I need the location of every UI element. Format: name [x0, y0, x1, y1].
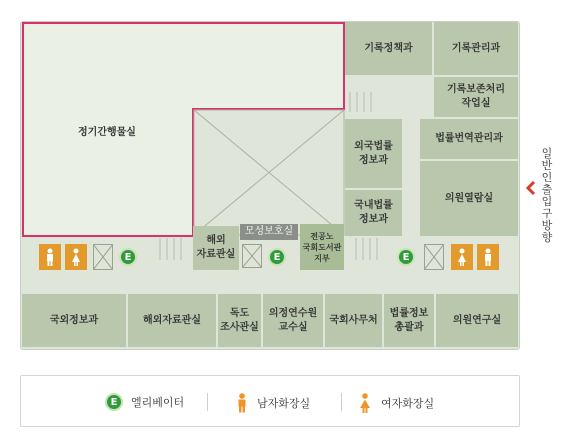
room-union-branch [300, 224, 344, 270]
room-overseas-materials-line2: 자료관실 [196, 249, 236, 260]
room-domestic-law-line1: 국내법률 [354, 200, 393, 211]
legend-elevator [105, 393, 184, 411]
elevator-icon-right: E [397, 248, 415, 266]
elevator-icon-left: E [119, 248, 137, 266]
man-icon [237, 393, 247, 413]
legend-men-label: 남자화장실 [257, 397, 311, 410]
legend-women [359, 393, 434, 413]
room-records-preservation-line1: 기록보존처리 [447, 84, 505, 95]
room-training-institute [263, 294, 323, 347]
legend-men [237, 393, 310, 413]
room-overseas-materials-line1: 해외 [206, 235, 226, 246]
room-foreign-info: 국외정보과 [22, 294, 126, 347]
room-union-branch-line1: 전공노 [310, 231, 334, 241]
legend-elevator-label: 엘리베이터 [131, 396, 185, 409]
room-domestic-law [345, 190, 402, 236]
room-records-management: 기록관리과 [434, 22, 518, 75]
room-legal-translation: 법률번역관리과 [420, 119, 518, 159]
room-nursing: 모성보호실 [240, 224, 298, 240]
room-overseas-materials [193, 226, 239, 270]
crossed-box-middle [242, 244, 262, 268]
room-dokdo-line2: 조사관실 [220, 321, 259, 333]
room-training-institute-line2: 교수실 [278, 321, 308, 333]
room-foreign-law-line2: 정보과 [359, 154, 388, 166]
elevator-icon-center: E [268, 248, 286, 266]
mens-restroom-icon-left [39, 244, 61, 270]
room-legal-info [384, 294, 434, 347]
room-dokdo [218, 294, 261, 347]
room-records-policy: 기록정책과 [345, 22, 432, 75]
room-member-reading: 의원열람실 [420, 161, 518, 236]
room-periodicals: 정기간행물실 [78, 127, 136, 138]
room-member-research: 의원연구실 [436, 294, 518, 347]
entrance-direction-label: 일반인출입구방향 [541, 147, 553, 244]
elevator-icon: E [105, 393, 123, 411]
stairs-middle-left [158, 238, 188, 260]
map-legend [20, 375, 520, 427]
room-legal-info-line2: 총괄과 [394, 321, 424, 333]
stairs-top [348, 92, 378, 112]
room-union-branch-line2: 국회도서관 [302, 242, 342, 252]
room-overseas-materials-hall: 해외자료관실 [128, 294, 216, 347]
room-union-branch-line3: 지부 [314, 253, 330, 263]
womens-restroom-icon-right [451, 244, 473, 270]
room-foreign-law-line1: 외국법률 [354, 140, 393, 152]
room-secretariat: 국회사무처 [325, 294, 382, 347]
room-records-preservation-line2: 작업실 [461, 98, 491, 109]
room-legal-info-line1: 법률정보 [389, 307, 429, 319]
entrance-arrow-icon [526, 180, 536, 196]
legend-divider [341, 393, 342, 411]
mens-restroom-icon-right [477, 244, 499, 270]
room-foreign-law [345, 119, 402, 188]
woman-icon [359, 393, 371, 413]
room-training-institute-line1: 의정연수원 [268, 307, 318, 319]
legend-women-label: 여자화장실 [381, 397, 435, 410]
room-records-preservation [434, 77, 518, 117]
stairs-middle-right [354, 238, 384, 260]
room-domestic-law-line2: 정보과 [359, 214, 388, 225]
legend-divider [207, 393, 208, 411]
room-dokdo-line1: 독도 [229, 307, 250, 319]
crossed-box-left [93, 244, 113, 270]
crossed-box-right [424, 244, 444, 270]
womens-restroom-icon-left [65, 244, 87, 270]
